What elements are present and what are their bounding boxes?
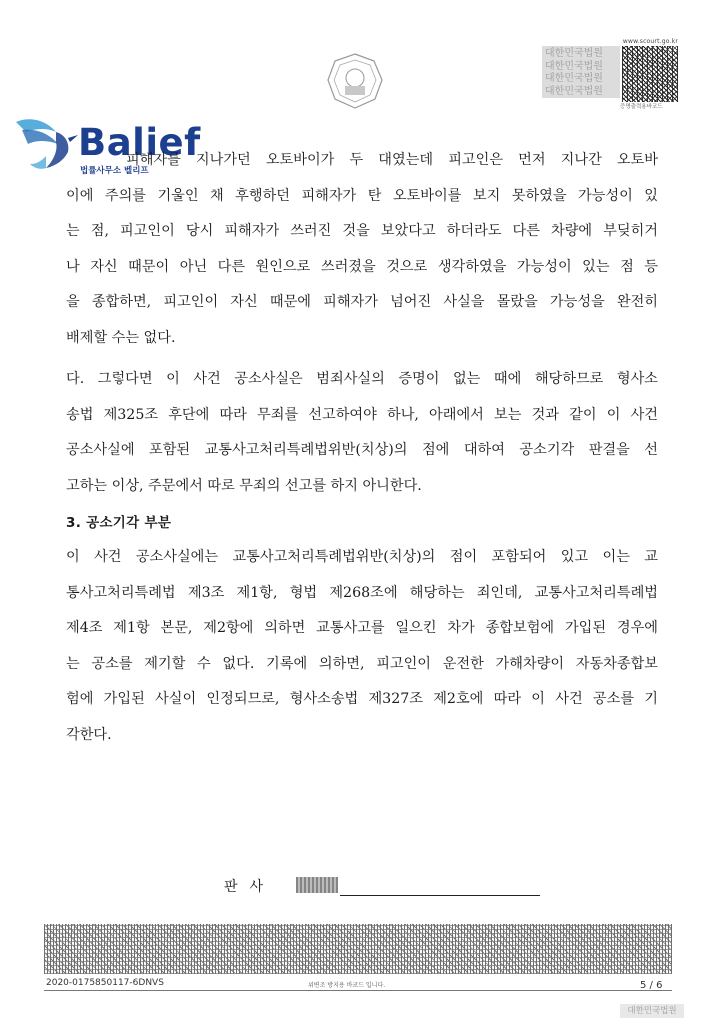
verify-stamp-line: 대한민국법원 bbox=[545, 85, 603, 97]
footer-divider bbox=[44, 990, 672, 991]
redacted-judge-name bbox=[296, 877, 338, 893]
verify-stamp-line: 대한민국법원 bbox=[545, 48, 603, 59]
verification-qr-code bbox=[622, 46, 678, 102]
text-line: 험에 가입된 사실이 인정되므로, 형사소송법 제327조 제2호에 따라 이 사건 공소를 기 bbox=[66, 691, 658, 707]
judge-signature-line bbox=[0, 876, 723, 900]
text-line: 각한다. bbox=[66, 726, 112, 743]
paragraph-continuation bbox=[66, 143, 658, 356]
anti-forgery-barcode bbox=[44, 924, 672, 974]
verify-stamp-line: 대한민국법원 bbox=[545, 73, 603, 84]
text-line: 는 점, 피고인이 당시 피해자가 쓰러진 것을 보았다고 하더라도 다른 차량에 부딪히거 bbox=[66, 223, 658, 239]
verify-caption: 증명출력용바코드 bbox=[620, 104, 663, 110]
section3-body bbox=[66, 540, 658, 753]
verify-stamp-line: 대한민국법원 bbox=[545, 60, 603, 72]
verify-stamp bbox=[542, 46, 620, 98]
logo-brand-text: Balief bbox=[78, 121, 201, 164]
section-heading: 3. 공소기각 부분 bbox=[66, 515, 172, 531]
text-line: 나 자신 때문이 아닌 다른 원인으로 쓰러졌을 것으로 생각하였을 가능성이 있는 점 등 bbox=[66, 258, 658, 275]
judge-label: 판사 bbox=[224, 879, 276, 895]
text-line: 공소사실에 포함된 교통사고처리특례법위반(치상)의 점에 대하여 공소기각 판결을 선 bbox=[66, 442, 658, 458]
text-line: 고하는 이상, 주문에서 따로 무죄의 선고를 하지 아니한다. bbox=[66, 477, 422, 494]
text-line: 피해자를 지나가던 오토바이가 두 대였는데 피고인은 먼저 지나간 오토바 bbox=[126, 152, 658, 168]
text-line: 제4조 제1항 본문, 제2항에 의하면 교통사고를 일으킨 차가 종합보험에 가입된 경우에 bbox=[66, 620, 658, 636]
page-number: 5 / 6 bbox=[640, 980, 663, 991]
verification-block bbox=[542, 38, 678, 108]
text-line: 배제할 수는 없다. bbox=[66, 329, 176, 346]
court-seal-emblem bbox=[326, 52, 384, 110]
court-watermark: 대한민국법원 bbox=[620, 1004, 684, 1018]
text-line: 이에 주의를 기울인 채 후행하던 피해자가 탄 오토바이를 보지 못하였을 가능성이 있 bbox=[66, 187, 658, 204]
logo-firm-name: 법률사무소 벨리프 bbox=[80, 166, 149, 176]
text-line: 는 공소를 제기할 수 없다. 기록에 의하면, 피고인이 운전한 가해차량이 자동차종합보 bbox=[66, 655, 658, 672]
text-line: 다. 그렇다면 이 사건 공소사실은 범죄사실의 증명이 없는 때에 해당하므로 형사소 bbox=[66, 371, 658, 387]
barcode-note: 위변조 방지용 바코드 입니다. bbox=[308, 982, 386, 989]
text-line: 송법 제325조 후단에 따라 무죄를 선고하여야 하나, 아래에서 보는 것과 같이 이 사건 bbox=[66, 406, 658, 423]
paragraph-d bbox=[66, 362, 658, 504]
document-code: 2020-0175850117-6DNVS bbox=[46, 978, 164, 988]
text-line: 이 사건 공소사실에는 교통사고처리특례법위반(치상)의 점이 포함되어 있고 이는 교 bbox=[66, 549, 658, 565]
text-line: 통사고처리특례법 제3조 제1항, 형법 제268조에 해당하는 죄인데, 교통사고처리특례법 bbox=[66, 584, 658, 601]
verify-url: www.scourt.go.kr bbox=[622, 38, 678, 45]
text-line: 을 종합하면, 피고인이 자신 때문에 피해자가 넘어진 사실을 몰랐을 가능성을 완전히 bbox=[66, 294, 658, 310]
signature-rule bbox=[340, 895, 540, 896]
